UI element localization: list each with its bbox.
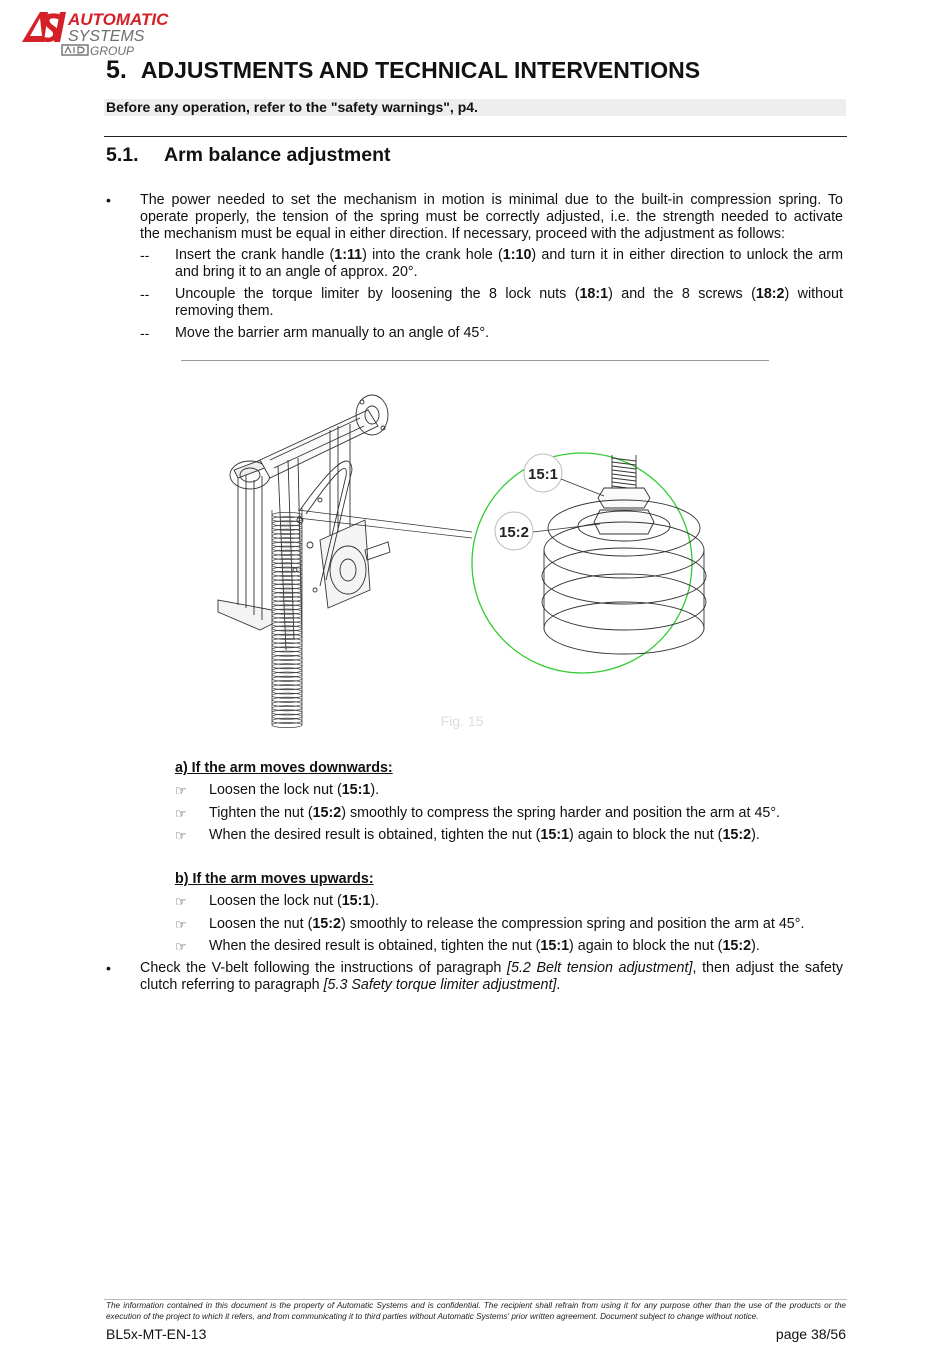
case-a-title: a) If the arm moves downwards:	[175, 760, 393, 776]
step-2-text-a: Uncouple the torque limiter by loosening the 8 lock nuts (	[175, 286, 580, 302]
section-number: 5.	[106, 56, 127, 84]
ref-lock-nut: 15:1	[341, 893, 371, 909]
ref-lock-nut: 15:1	[540, 938, 570, 954]
bullet-marker: •	[106, 960, 111, 976]
step-1-text-c: ) into the crank hole (	[362, 247, 503, 263]
ref-lock-nuts: 18:1	[579, 286, 609, 302]
logo-group-mark	[62, 45, 88, 55]
subsection-title: Arm balance adjustment	[164, 144, 391, 166]
pointing-hand-icon: ☞	[175, 828, 187, 843]
case-b-step-1-text-a: Loosen the lock nut (	[209, 893, 342, 909]
pointing-hand-icon: ☞	[175, 806, 187, 821]
final-line-1	[140, 960, 843, 977]
case-a-step-2-text-c: ) smoothly to compress the spring harder and position the arm at 45°.	[341, 805, 781, 821]
ref-crank-hole: 1:10	[502, 247, 532, 263]
intro-paragraph	[140, 192, 843, 243]
dash-marker: --	[140, 286, 150, 302]
zoom-circle	[472, 453, 692, 673]
step-1-text-a: Insert the crank handle (	[175, 247, 335, 263]
company-logo	[18, 8, 198, 60]
subsection-heading	[106, 144, 390, 167]
notice-line-2: execution of the project to which it refers, and from communicating it to third parties without Automatic Systems' prior written agreement. Document subject to change without notice.	[106, 1311, 759, 1321]
subsection-number: 5.1.	[106, 144, 139, 166]
detail-zoom	[472, 453, 706, 673]
figure-caption: Fig. 15	[440, 713, 484, 729]
case-b-step-3	[209, 938, 760, 954]
ref-nut: 15:2	[312, 805, 342, 821]
case-b-step-3-text-a: When the desired result is obtained, tighten the nut (	[209, 938, 541, 954]
spring-coils	[272, 512, 302, 727]
document-reference: BL5x-MT-EN-13	[106, 1326, 207, 1342]
pointing-hand-icon: ☞	[175, 783, 187, 798]
final-line-1-text-c: , then adjust the safety	[692, 960, 843, 976]
step-2-text-e: ) without	[784, 286, 843, 302]
pointing-hand-icon: ☞	[175, 894, 187, 909]
case-a-step-3-text-a: When the desired result is obtained, tighten the nut (	[209, 827, 541, 843]
case-a-step-3	[209, 827, 760, 843]
figure-top-rule	[181, 360, 769, 361]
figure-15-drawing	[200, 380, 720, 740]
section-heading	[106, 56, 700, 85]
logo-mark	[22, 12, 66, 42]
final-line-1-text-a: Check the V-belt following the instructions of paragraph	[140, 960, 508, 976]
barrier-mechanism-illustration	[218, 395, 390, 725]
case-b-title: b) If the arm moves upwards:	[175, 871, 374, 887]
case-b-step-2-text-c: ) smoothly to release the compression spring and position the arm at 45°.	[340, 916, 805, 932]
case-a-step-1-text-c: ).	[370, 782, 380, 798]
case-b-step-3-text-e: ).	[751, 938, 760, 954]
intro-line-2: operate properly, the tension of the spring must be correctly adjusted, i.e. the strength needed to activate	[140, 209, 843, 225]
section-divider	[104, 136, 847, 137]
dash-marker: --	[140, 247, 150, 263]
case-a-step-2	[209, 805, 780, 821]
bullet-marker: •	[106, 192, 111, 208]
case-a-step-1	[209, 782, 379, 798]
case-a-step-3-text-e: ).	[751, 827, 760, 843]
callout-label-15-2: 15:2	[498, 524, 530, 541]
pointing-hand-icon: ☞	[175, 917, 187, 932]
ref-nut: 15:2	[312, 916, 341, 932]
final-line-2	[140, 977, 843, 994]
step-2-line-2: removing them.	[175, 303, 274, 319]
case-b-step-2	[209, 916, 804, 932]
intro-line-3: the mechanism must be equal in either direction. If necessary, proceed with the adjustment as follows:	[140, 226, 786, 242]
step-2-line-1	[175, 286, 843, 303]
final-paragraph	[140, 960, 843, 994]
safety-warning-banner: Before any operation, refer to the "safety warnings", p4.	[104, 99, 846, 116]
compression-spring-illustration	[272, 508, 302, 725]
case-b-step-3-text-c: ) again to block the nut (	[569, 938, 723, 954]
ref-nut: 15:2	[722, 938, 752, 954]
logo-line3: GROUP	[90, 44, 135, 58]
ref-crank-handle: 1:11	[334, 247, 363, 263]
case-a-step-3-text-c: ) again to block the nut (	[569, 827, 723, 843]
section-title: ADJUSTMENTS AND TECHNICAL INTERVENTIONS	[140, 57, 701, 83]
step-2-text-c: ) and the 8 screws (	[608, 286, 756, 302]
footer-rule	[104, 1299, 847, 1300]
logo-line1: AUTOMATIC	[68, 10, 169, 29]
ref-nut: 15:2	[722, 827, 752, 843]
case-b-step-1-text-c: ).	[370, 893, 380, 909]
step-1-text-e: ) and turn it in either direction to unlock the arm	[531, 247, 843, 263]
final-line-2-text-c: .	[556, 977, 561, 993]
step-2	[175, 286, 843, 320]
link-torque-limiter: [5.3 Safety torque limiter adjustment]	[323, 977, 557, 993]
final-line-2-text-a: clutch referring to paragraph	[140, 977, 324, 993]
pointing-hand-icon: ☞	[175, 939, 187, 954]
case-a-step-2-text-a: Tighten the nut (	[209, 805, 313, 821]
step-1	[175, 247, 843, 281]
step-3: Move the barrier arm manually to an angle of 45°.	[175, 325, 490, 341]
callout-label-15-1: 15:1	[527, 466, 559, 483]
logo-line2: SYSTEMS	[68, 28, 145, 45]
ref-screws: 18:2	[755, 286, 785, 302]
lock-nut-15-1	[598, 488, 650, 508]
ref-lock-nut: 15:1	[540, 827, 570, 843]
case-b-step-1	[209, 893, 379, 909]
ref-lock-nut: 15:1	[341, 782, 371, 798]
step-1-line-1	[175, 247, 843, 264]
dash-marker: --	[140, 325, 150, 341]
case-b-step-2-text-a: Loosen the nut (	[209, 916, 313, 932]
link-belt-tension: [5.2 Belt tension adjustment]	[507, 960, 693, 976]
case-a-step-1-text-a: Loosen the lock nut (	[209, 782, 342, 798]
confidentiality-notice	[106, 1301, 846, 1322]
page-number: page 38/56	[775, 1326, 846, 1342]
step-1-line-2: and bring it to an angle of approx. 20°.	[175, 264, 418, 280]
notice-line-1: The information contained in this document is the property of Automatic Systems and is confidential. The recipient shall refrain from using it for any purpose other than the use of the products or the	[106, 1301, 846, 1310]
intro-line-1: The power needed to set the mechanism in motion is minimal due to the built-in compression spring. To	[140, 192, 843, 208]
